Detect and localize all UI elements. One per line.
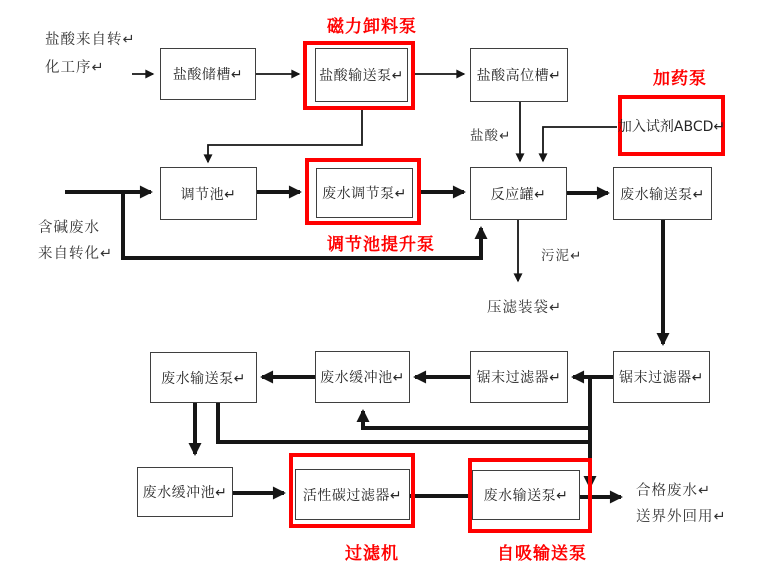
line-ww-pump2-return	[218, 403, 590, 442]
text-qualified-line2: 送界外回用↵	[636, 509, 727, 525]
node-ww-buffer-pool-1: 废水缓冲池↵	[315, 351, 410, 403]
label-magnetic-unloading-pump: 磁力卸料泵	[327, 17, 417, 37]
text-qualified-line1: 合格废水↵	[636, 483, 712, 499]
node-activated-carbon-filter: 活性碳过滤器↵	[295, 469, 410, 520]
node-ww-buffer-pool-2: 废水缓冲池↵	[137, 467, 233, 517]
arrow-hcl-pump-to-regulating-pool	[208, 110, 362, 162]
node-hcl-head-tank: 盐酸高位槽↵	[470, 48, 568, 102]
node-ww-transfer-pump-3: 废水输送泵↵	[472, 470, 580, 520]
text-alkali-source-line1: 含碱废水	[38, 220, 100, 236]
arrow-reagent-to-reaction-tank	[543, 127, 617, 161]
node-regulating-pool: 调节池↵	[160, 167, 257, 220]
label-regulating-pool-lift-pump: 调节池提升泵	[327, 235, 435, 255]
node-ww-transfer-pump-1: 废水输送泵↵	[613, 167, 712, 220]
label-filter-machine: 过滤机	[345, 544, 399, 564]
node-sawdust-filter-right: 锯末过滤器↵	[613, 351, 710, 403]
node-hcl-storage: 盐酸储槽↵	[160, 48, 256, 100]
node-ww-regulating-pump: 废水调节泵↵	[316, 168, 413, 218]
text-hcl: 盐酸↵	[470, 128, 512, 144]
node-ww-transfer-pump-2: 废水输送泵↵	[150, 352, 257, 403]
node-sawdust-filter-left: 锯末过滤器↵	[470, 351, 568, 403]
node-reagent-dosing: 加入试剂ABCD↵	[618, 95, 725, 156]
arrow-return-to-buffer1	[363, 411, 590, 428]
text-hcl-source-line1: 盐酸来自转↵	[45, 32, 136, 48]
text-alkali-source-line2: 来自转化↵	[38, 246, 114, 262]
label-self-priming-pump: 自吸输送泵	[497, 544, 587, 564]
text-hcl-source-line2: 化工序↵	[45, 60, 105, 76]
node-hcl-transfer-pump: 盐酸输送泵↵	[315, 48, 408, 102]
text-filter-press-bagging: 压滤装袋↵	[487, 300, 563, 316]
node-reaction-tank: 反应罐↵	[470, 167, 567, 220]
text-sludge: 污泥↵	[541, 248, 583, 264]
label-dosing-pump: 加药泵	[653, 69, 707, 89]
